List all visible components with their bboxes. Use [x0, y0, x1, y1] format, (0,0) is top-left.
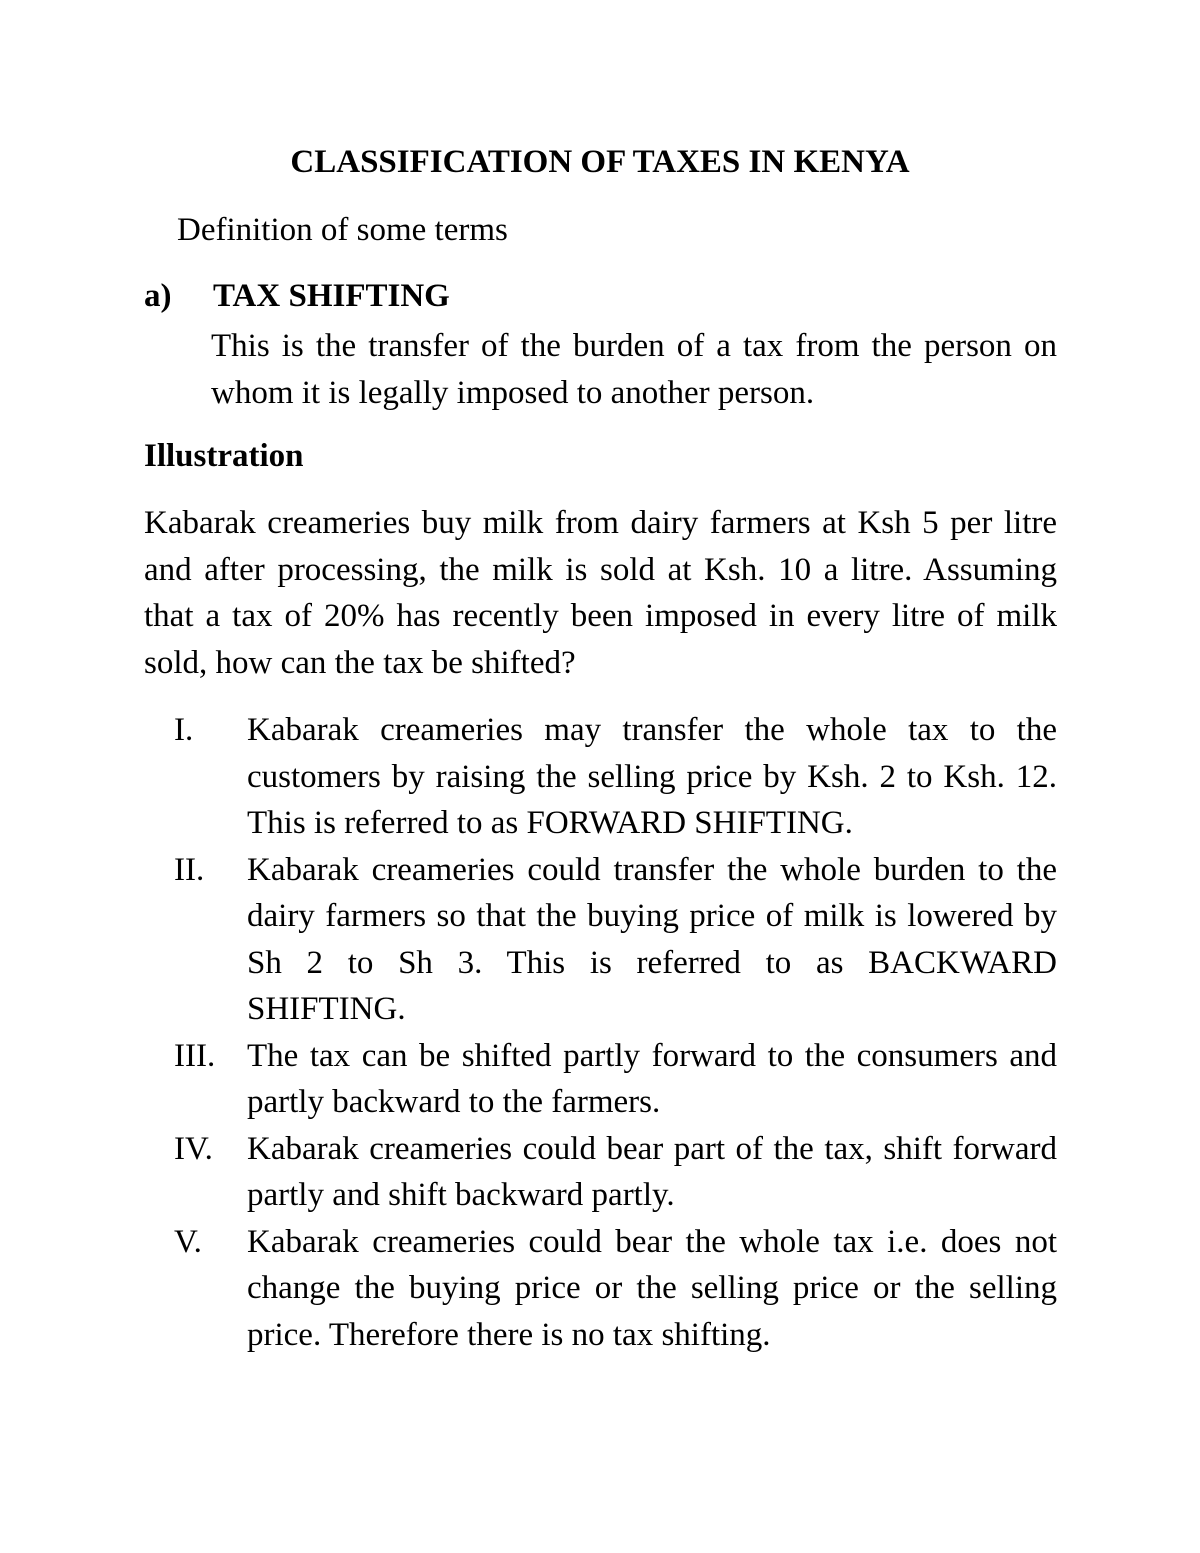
list-item-numeral: II.	[174, 851, 205, 888]
section-heading: TAX SHIFTING	[213, 278, 450, 314]
list-item-text: Kabarak creameries could transfer the whole burden to the dairy farmers so that the buying price of milk is lowered by Sh 2 to Sh 3. This is referred to as BACKWARD SHIFTING.	[247, 851, 1057, 1027]
illustration-paragraph: Kabarak creameries buy milk from dairy farmers at Ksh 5 per litre and after processing, the milk is sold at Ksh. 10 a litre. Assuming that a tax of 20% has recently been imposed in every litre of milk sold, how can the tax be shifted?	[144, 505, 1057, 681]
list-item-numeral: IV.	[174, 1130, 213, 1167]
illustration-heading: Illustration	[144, 438, 304, 474]
list-item-numeral: III.	[174, 1037, 216, 1074]
list-item-text: Kabarak creameries could bear the whole tax i.e. does not change the buying price or the selling price or the selling price. Therefore there is no tax shifting.	[247, 1223, 1057, 1353]
page-title: CLASSIFICATION OF TAXES IN KENYA	[290, 144, 910, 180]
list-item	[144, 707, 1057, 847]
list-item-numeral: V.	[174, 1223, 202, 1260]
shifting-options-list	[144, 707, 1057, 1358]
list-item-text: The tax can be shifted partly forward to the consumers and partly backward to the farmers.	[247, 1037, 1057, 1120]
list-item	[144, 847, 1057, 1033]
definition-heading: Definition of some terms	[177, 212, 508, 248]
list-item-numeral: I.	[174, 712, 194, 748]
list-item	[144, 1126, 1057, 1219]
section-letter: a)	[144, 278, 172, 314]
list-item	[144, 1033, 1057, 1126]
list-item-text: Kabarak creameries could bear part of the tax, shift forward partly and shift backward partly.	[247, 1130, 1057, 1213]
list-item-text: Kabarak creameries may transfer the whole tax to the customers by raising the selling price by Ksh. 2 to Ksh. 12. This is referred to as FORWARD SHIFTING.	[247, 712, 1057, 841]
section-body: This is the transfer of the burden of a tax from the person on whom it is legally imposed to another person.	[211, 328, 1057, 411]
list-item	[144, 1219, 1057, 1359]
